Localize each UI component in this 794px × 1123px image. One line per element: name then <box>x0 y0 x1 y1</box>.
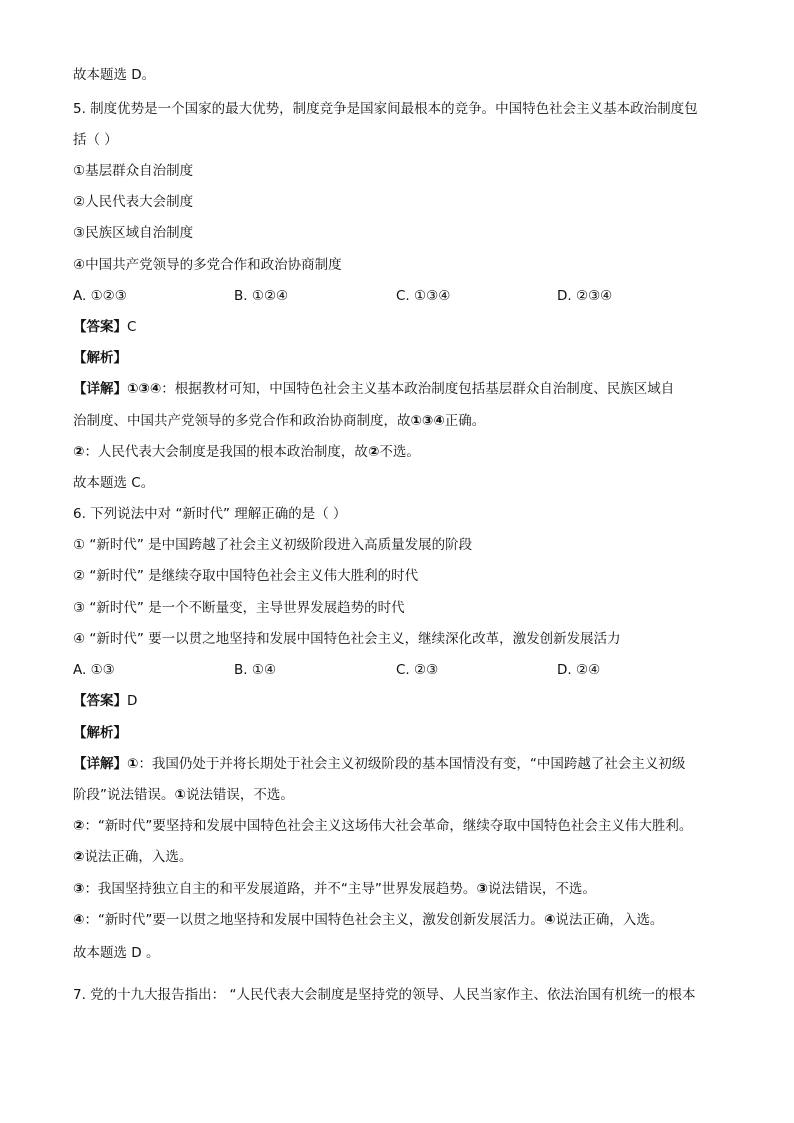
q5-item-3: ③民族区域自治制度 <box>73 225 194 241</box>
answer-value: C <box>127 319 137 335</box>
detail-text: 阶段”说法错误。 <box>73 787 175 803</box>
q7-stem-line1: 7. 党的十九大报告指出： “人民代表大会制度是坚持党的领导、人民当家作主、依法治国有机统一的根本 <box>73 987 696 1003</box>
q6-detail-line6 <box>73 911 663 929</box>
detail-text: 不选。 <box>379 444 420 460</box>
circled-numbers: ①③④ <box>410 413 445 429</box>
circled-number: ④ <box>73 912 85 928</box>
q6-answer <box>73 692 137 710</box>
q6-detail-line1 <box>73 755 685 773</box>
answer-value: D <box>127 693 138 709</box>
q5-item-2: ②人民代表大会制度 <box>73 194 194 210</box>
circled-number: ④ <box>543 912 556 928</box>
q6-item-4: ④ “新时代” 要一以贯之地坚持和发展中国特色社会主义，继续深化改革，激发创新发展活力 <box>73 631 621 647</box>
q5-option-d: D. ②③④ <box>557 288 613 304</box>
prev-answer-conclusion: 故本题选 D。 <box>73 67 156 83</box>
q6-item-3: ③ “新时代” 是一个不断量变，主导世界发展趋势的时代 <box>73 600 405 616</box>
detail-text: 说法错误，不选。 <box>185 787 294 803</box>
answer-tag: 【答案】 <box>73 693 127 709</box>
q6-option-c: C. ②③ <box>396 662 439 678</box>
q5-option-b: B. ①②④ <box>234 288 289 304</box>
detail-text: 说法错误，不选。 <box>487 881 596 897</box>
q5-conclusion: 故本题选 C。 <box>73 475 155 491</box>
detail-text: 说法正确，入选。 <box>84 849 193 865</box>
q6-conclusion: 故本题选 D 。 <box>73 945 160 961</box>
q6-stem: 6. 下列说法中对 “新时代” 理解正确的是（ ） <box>73 506 347 522</box>
q5-detail-line3 <box>73 443 420 461</box>
q6-option-b: B. ①④ <box>234 662 277 678</box>
detail-text: 治制度、中国共产党领导的多党合作和政治协商制度，故 <box>73 413 411 429</box>
q5-stem-line1: 5. 制度优势是一个国家的最大优势，制度竞争是国家间最根本的竞争。中国特色社会主义基本政治制度包 <box>73 101 698 117</box>
q5-detail-line1 <box>73 380 674 398</box>
q5-item-1: ①基层群众自治制度 <box>73 163 194 179</box>
q5-stem-line2: 括（ ） <box>73 132 118 148</box>
circled-number: ② <box>73 818 85 834</box>
detail-tag: 【详解】①③④ <box>73 381 162 397</box>
detail-text: 正确。 <box>444 413 486 429</box>
q6-detail-line5 <box>73 880 596 898</box>
q5-analysis-heading: 【解析】 <box>73 350 127 366</box>
detail-tag: 【详解】① <box>73 756 139 772</box>
q6-detail-line4 <box>73 848 192 866</box>
q6-detail-line3 <box>73 817 692 835</box>
q6-item-1: ① “新时代” 是中国跨越了社会主义初级阶段进入高质量发展的阶段 <box>73 537 473 553</box>
q5-detail-line2 <box>73 412 485 430</box>
detail-text: ：我国坚持独立自主的和平发展道路，并不“主导”世界发展趋势。 <box>84 881 477 897</box>
q6-option-d: D. ②④ <box>557 662 601 678</box>
circled-number: ① <box>174 787 186 803</box>
detail-text: ：我国仍处于并将长期处于社会主义初级阶段的基本国情没有变，“中国跨越了社会主义初级 <box>138 756 686 772</box>
circled-number: ② <box>73 849 85 865</box>
detail-text: ：“新时代”要坚持和发展中国特色社会主义这场伟大社会革命，继续夺取中国特色社会主义伟大胜利。 <box>84 818 693 834</box>
detail-text: 说法正确，入选。 <box>555 912 664 928</box>
q5-answer <box>73 318 136 336</box>
q5-option-a: A. ①②③ <box>73 288 127 304</box>
q5-option-c: C. ①③④ <box>396 288 451 304</box>
answer-tag: 【答案】 <box>73 319 127 335</box>
detail-text: ：“新时代”要一以贯之地坚持和发展中国特色社会主义，激发创新发展活力。 <box>84 912 544 928</box>
q6-option-a: A. ①③ <box>73 662 115 678</box>
q6-analysis-heading: 【解析】 <box>73 725 127 741</box>
circled-number: ③ <box>476 881 488 897</box>
detail-text: ：根据教材可知，中国特色社会主义基本政治制度包括基层群众自治制度、民族区域自 <box>161 381 675 397</box>
q6-item-2: ② “新时代” 是继续夺取中国特色社会主义伟大胜利的时代 <box>73 568 419 584</box>
q6-detail-line2 <box>73 786 294 804</box>
q5-item-4: ④中国共产党领导的多党合作和政治协商制度 <box>73 257 342 273</box>
circled-number: ③ <box>73 881 85 897</box>
circled-number: ② <box>73 444 85 460</box>
circled-number: ② <box>367 444 380 460</box>
detail-text: ：人民代表大会制度是我国的根本政治制度，故 <box>84 444 368 460</box>
